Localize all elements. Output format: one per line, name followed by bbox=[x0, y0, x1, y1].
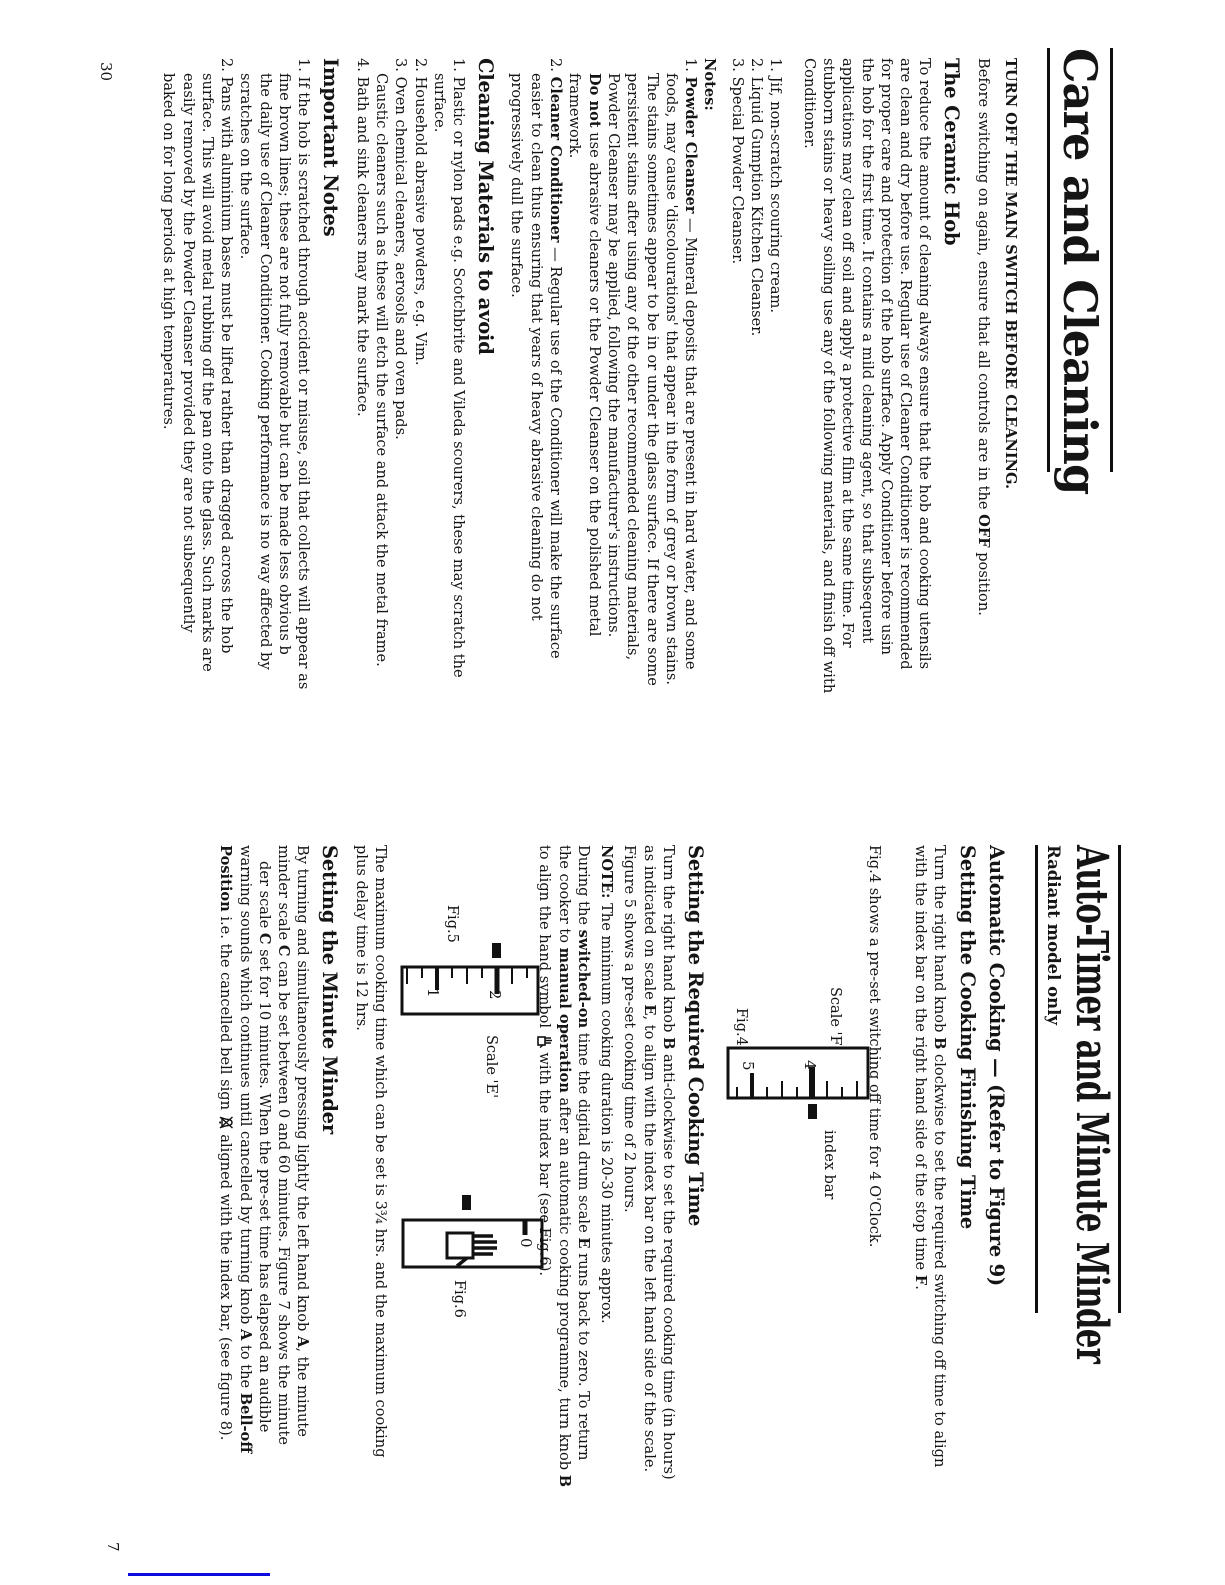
text-line: easily removed by the Powder Cleanser provided they are not subsequently bbox=[179, 73, 197, 633]
text-line: der scale C set for 10 minutes. When the pre-set time has elapsed an audible bbox=[255, 861, 273, 1433]
page7-body-bottom bbox=[216, 845, 390, 1585]
text-line: 1. If the hob is scratched through accident or misuse, soil that collects will appear as bbox=[295, 58, 313, 690]
text-line: surface. This will avoid metal rubbing off the pan onto the glass. Such marks are bbox=[198, 73, 216, 672]
figure-6-caption: Fig.6 bbox=[451, 1280, 467, 1318]
text-line: surface. bbox=[430, 73, 448, 133]
text-line: Powder Cleanser may be applied, following the manufacturer's instructions. bbox=[604, 73, 622, 638]
scale-e-drawing bbox=[393, 935, 545, 1025]
text-line: 2. Cleaner Conditioner — Regular use of the Conditioner will make the surface bbox=[547, 58, 565, 659]
text-line: Fig.4 shows a pre-set switching off time for 4 O'Clock. bbox=[866, 845, 884, 1248]
text-line: for proper care and protection of the hob surface. Apply Conditioner before usin bbox=[877, 58, 895, 655]
text-line: Notes: bbox=[701, 58, 719, 111]
text-line: to align the hand symbol with the index bar (see Fig.6). bbox=[536, 845, 554, 1277]
text-line: plus delay time is 12 hrs. bbox=[352, 845, 370, 1031]
text-line: 1. Powder Cleanser — Mineral deposits that are present in hard water, and some bbox=[682, 58, 700, 670]
text-line: Turn the right hand knob B anti-clockwise to set the required cooking time (in hours) bbox=[660, 845, 677, 1480]
text-line: 1. Jif, non-scratch scouring cream. bbox=[767, 58, 785, 314]
cancelled-bell-icon bbox=[218, 1115, 234, 1130]
section-heading: Setting the Cooking Finishing Time bbox=[956, 845, 979, 1230]
text-line: the cooker to manual operation after an automatic cooking programme, turn knob B bbox=[555, 845, 573, 1488]
text-line: minder scale C can be set between 0 and 60 minutes. Figure 7 shows the minute bbox=[275, 845, 293, 1446]
text-line: Turn the right hand knob B clockwise to set the required switching off time to align bbox=[931, 845, 948, 1468]
figure-5-caption: Fig.5 bbox=[444, 905, 460, 943]
hand-icon bbox=[447, 1233, 497, 1266]
title-block bbox=[1047, 48, 1113, 495]
text-line: TURN OFF THE MAIN SWITCH BEFORE CLEANING. bbox=[1002, 58, 1019, 490]
text-line: fine brown lines; these are not fully removable but can be made less obvious b bbox=[276, 73, 294, 655]
page-subtitle: Radiant model only bbox=[1044, 845, 1063, 1026]
scale-e-number-1: 1 bbox=[424, 988, 442, 998]
text-line: the daily use of Cleaner Conditioner. Cooking performance is no way affected by bbox=[256, 73, 274, 670]
page-title: Auto-Timer and Minute Minder bbox=[1066, 845, 1117, 1364]
text-line: stubborn stains or heavy soiling use any of the following materials, and finish off with bbox=[819, 58, 837, 694]
section-heading: Cleaning Materials to avoid bbox=[474, 58, 498, 355]
scale-e-number-2: 2 bbox=[486, 990, 504, 1000]
text-line: Position i.e. the cancelled bell sign aligned with the index bar, (see figure 8). bbox=[217, 845, 235, 1441]
title-rule-top bbox=[1110, 48, 1113, 472]
index-bar-mark bbox=[808, 1104, 817, 1119]
title-rule-top bbox=[1118, 845, 1121, 1313]
scale-f-number-5: 5 bbox=[739, 1061, 757, 1071]
scale-f-number-4: 4 bbox=[801, 1060, 819, 1070]
text-line: 2. Liquid Gumption Kitchen Cleanser. bbox=[748, 58, 766, 337]
page30-body bbox=[159, 58, 1020, 812]
section-heading: Automatic Cooking — (Refer to Figure 9) bbox=[985, 845, 1008, 1287]
text-line: During the switched-on time the digital drum scale E runs back to zero. To return bbox=[574, 845, 592, 1461]
text-line: Caustic cleaners such as these will etch the surface and attack the metal frame. bbox=[372, 73, 390, 667]
scale-f-label: Scale 'F' bbox=[827, 987, 843, 1050]
section-heading: The Ceramic Hob bbox=[940, 58, 964, 246]
text-line: 2. Household abrasive powders, e.g. Vim. bbox=[411, 58, 429, 366]
page-auto-timer bbox=[0, 840, 1225, 1585]
text-line: the hob for the first time. It contains a mild cleaning agent, so that subsequent bbox=[858, 58, 876, 644]
text-line: scratches on the surface. bbox=[237, 73, 255, 260]
section-heading: Setting the Required Cooking Time bbox=[684, 845, 707, 1227]
text-line: progressively dull the surface. bbox=[508, 73, 526, 298]
index-bar-label: index bar bbox=[821, 1130, 837, 1200]
scale-e-label: Scale 'E' bbox=[483, 1035, 499, 1099]
text-line: To reduce the amount of cleaning always ensure that the hob and cooking utensils bbox=[916, 58, 934, 670]
text-line: Conditioner. bbox=[800, 58, 818, 149]
page7-body-top bbox=[865, 845, 1018, 1585]
hand-window-number-0: 0 bbox=[517, 1238, 535, 1248]
text-line: The stains sometimes appear to be in or under the glass surface. If there are some bbox=[643, 73, 661, 686]
title-rule-bottom bbox=[1035, 845, 1038, 1313]
text-line: 1. Plastic or nylon pads e.g. Scotchbrite and Vileda scourers, these may scratch the bbox=[450, 58, 468, 678]
text-line: 2. Pans with aluminium bases must be lifted rather than dragged across the hob bbox=[218, 58, 236, 654]
index-bar-mark bbox=[462, 1195, 471, 1210]
text-line: persistent stains after using any of the other recommended cleaning materials, bbox=[624, 73, 642, 661]
scan-artifact-blue-line bbox=[128, 1573, 270, 1576]
page-number: 30 bbox=[97, 62, 115, 82]
text-line: Before switching on again, ensure that all controls are in the OFF position. bbox=[974, 58, 992, 616]
text-line: 3. Oven chemical cleaners, aerosols and oven pads. bbox=[392, 58, 410, 440]
text-line: framework. bbox=[566, 73, 584, 159]
text-line: easier to clean thus ensuring that years of heavy abrasive cleaning do not bbox=[527, 73, 545, 621]
index-bar-mark bbox=[492, 943, 501, 958]
text-line: applications may clean off soil and apply a protective film at the same time. For bbox=[839, 58, 857, 648]
text-line: warning sounds which continues until cancelled by turning knob A to the Bell-off bbox=[236, 845, 254, 1454]
page-care-and-cleaning bbox=[0, 40, 1225, 812]
text-line: 4. Bath and sink cleaners may mark the surface. bbox=[353, 58, 371, 417]
scale-f-drawing bbox=[717, 1040, 875, 1135]
text-line: 3. Special Powder Cleanser. bbox=[728, 58, 746, 265]
text-line: The maximum cooking time which can be set is 3¾ hrs. and the maximum cooking bbox=[372, 845, 389, 1458]
text-line: Figure 5 shows a pre-set cooking time of 2 hours. bbox=[621, 845, 639, 1213]
figure-4-caption: Fig.4 bbox=[733, 1008, 749, 1046]
section-heading: Setting the Minute Minder bbox=[318, 845, 342, 1134]
page7-body-mid bbox=[535, 845, 717, 1585]
title-block bbox=[1035, 845, 1121, 1364]
text-line: are clean and dry before use. Regular use of Cleaner Conditioner is recommended bbox=[897, 58, 915, 670]
text-line: NOTE: The minimum cooking duration is 20-30 minutes approx. bbox=[598, 845, 616, 1324]
section-heading: Important Notes bbox=[319, 58, 343, 237]
page-number: 7 bbox=[104, 1542, 122, 1552]
text-line: Do not use abrasive cleaners or the Powder Cleanser on the polished metal bbox=[585, 73, 603, 637]
page-title: Care and Cleaning bbox=[1053, 48, 1107, 495]
text-line: with the index bar on the right hand side of the stop time F. bbox=[911, 845, 929, 1290]
text-line: as indicated on scale E, to align with the index bar on the left hand side of the scale. bbox=[640, 845, 658, 1473]
text-line: baked on for long periods at high temperatures. bbox=[160, 73, 178, 430]
text-line: foods, may cause 'discolourations' that appear in the form of grey or brown stains. bbox=[662, 73, 680, 686]
text-line: By turning and simultaneously pressing lightly the left hand knob A, the minute bbox=[294, 845, 312, 1437]
hand-icon bbox=[537, 1033, 553, 1048]
